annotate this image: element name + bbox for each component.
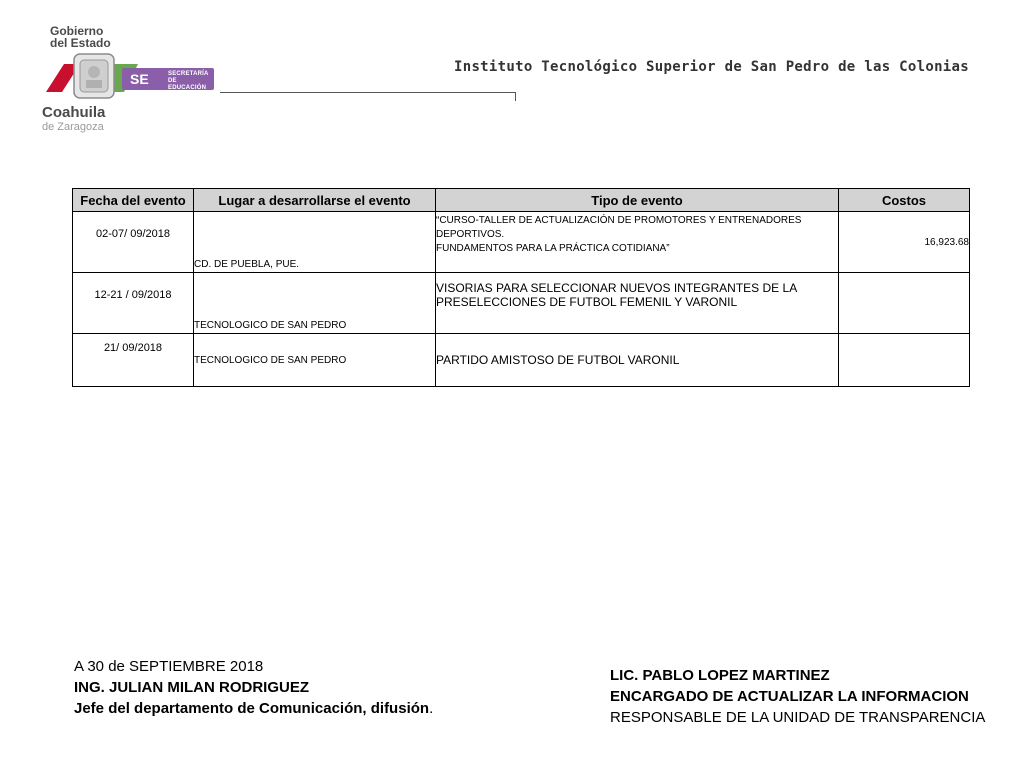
cell-lugar: CD. DE PUEBLA, PUE.	[194, 212, 436, 273]
signer-left-role	[74, 698, 433, 719]
cell-fecha: 21/ 09/2018	[73, 334, 194, 387]
cell-tipo	[436, 334, 839, 387]
cell-costo	[839, 334, 970, 387]
cell-tipo	[436, 212, 839, 273]
cell-tipo-line: FUNDAMENTOS PARA LA PRÁCTICA COTIDIANA”	[436, 243, 670, 254]
signer-right-role2: RESPONSABLE DE LA UNIDAD DE TRANSPARENCIA	[610, 709, 986, 726]
cell-costo	[839, 273, 970, 334]
header-costos: Costos	[839, 189, 970, 212]
signer-left-name: ING. JULIAN MILAN RODRIGUEZ	[74, 679, 309, 696]
cell-lugar: TECNOLOGICO DE SAN PEDRO	[194, 273, 436, 334]
cell-tipo-line: VISORIAS PARA SELECCIONAR NUEVOS INTEGRANTES DE LA	[436, 281, 798, 295]
logo-gobierno-text	[50, 25, 111, 49]
table-header-row	[73, 189, 970, 212]
se-label: SE	[130, 71, 149, 87]
cell-fecha: 02-07/ 09/2018	[73, 212, 194, 273]
table-row	[73, 212, 970, 273]
header-divider-tick	[515, 92, 516, 101]
cell-costo: 16,923.68	[839, 212, 970, 273]
cell-lugar: TECNOLOGICO DE SAN PEDRO	[194, 334, 436, 387]
signer-right-name: LIC. PABLO LOPEZ MARTINEZ	[610, 667, 830, 684]
logo-gobierno-line: Gobierno	[50, 24, 104, 38]
cell-tipo	[436, 273, 839, 334]
header-lugar: Lugar a desarrollarse el evento	[194, 189, 436, 212]
logo-zaragoza-text: de Zaragoza	[42, 121, 104, 133]
gobierno-coahuila-logo	[28, 22, 220, 137]
secretaria-line2: DE EDUCACIÓN	[168, 78, 207, 91]
header-divider	[220, 92, 516, 93]
signer-left-role-text: Jefe del departamento de Comunicación, difusión	[74, 700, 430, 717]
logo-coahuila-text: Coahuila	[42, 104, 106, 121]
signer-left-role-end: .	[429, 700, 434, 717]
cell-fecha: 12-21 / 09/2018	[73, 273, 194, 334]
signature-right	[610, 665, 985, 728]
cell-tipo-line: “CURSO-TALLER DE ACTUALIZACIÓN DE PROMOTORES Y ENTRENADORES DEPORTIVOS.	[436, 215, 802, 240]
signer-right-role1: ENCARGADO DE ACTUALIZAR LA INFORMACION	[610, 688, 969, 705]
header-tipo: Tipo de evento	[436, 189, 839, 212]
logo-del-estado-line: del Estado	[50, 36, 111, 50]
secretaria-line1: SECRETARÍA	[168, 71, 209, 77]
secretaria-educacion-badge	[122, 68, 214, 90]
header-fecha: Fecha del evento	[73, 189, 194, 212]
events-table	[72, 188, 970, 387]
institute-title: Instituto Tecnológico Superior de San Pedro de las Colonias	[454, 59, 969, 75]
cell-tipo-line: PRESELECCIONES DE FUTBOL FEMENIL Y VARONIL	[436, 295, 738, 309]
report-date: A 30 de SEPTIEMBRE 2018	[74, 658, 264, 675]
signature-left	[74, 656, 433, 719]
secretaria-label	[168, 71, 214, 92]
cell-tipo-line: PARTIDO AMISTOSO DE FUTBOL VARONIL	[436, 353, 680, 367]
table-row	[73, 273, 970, 334]
table-row	[73, 334, 970, 387]
